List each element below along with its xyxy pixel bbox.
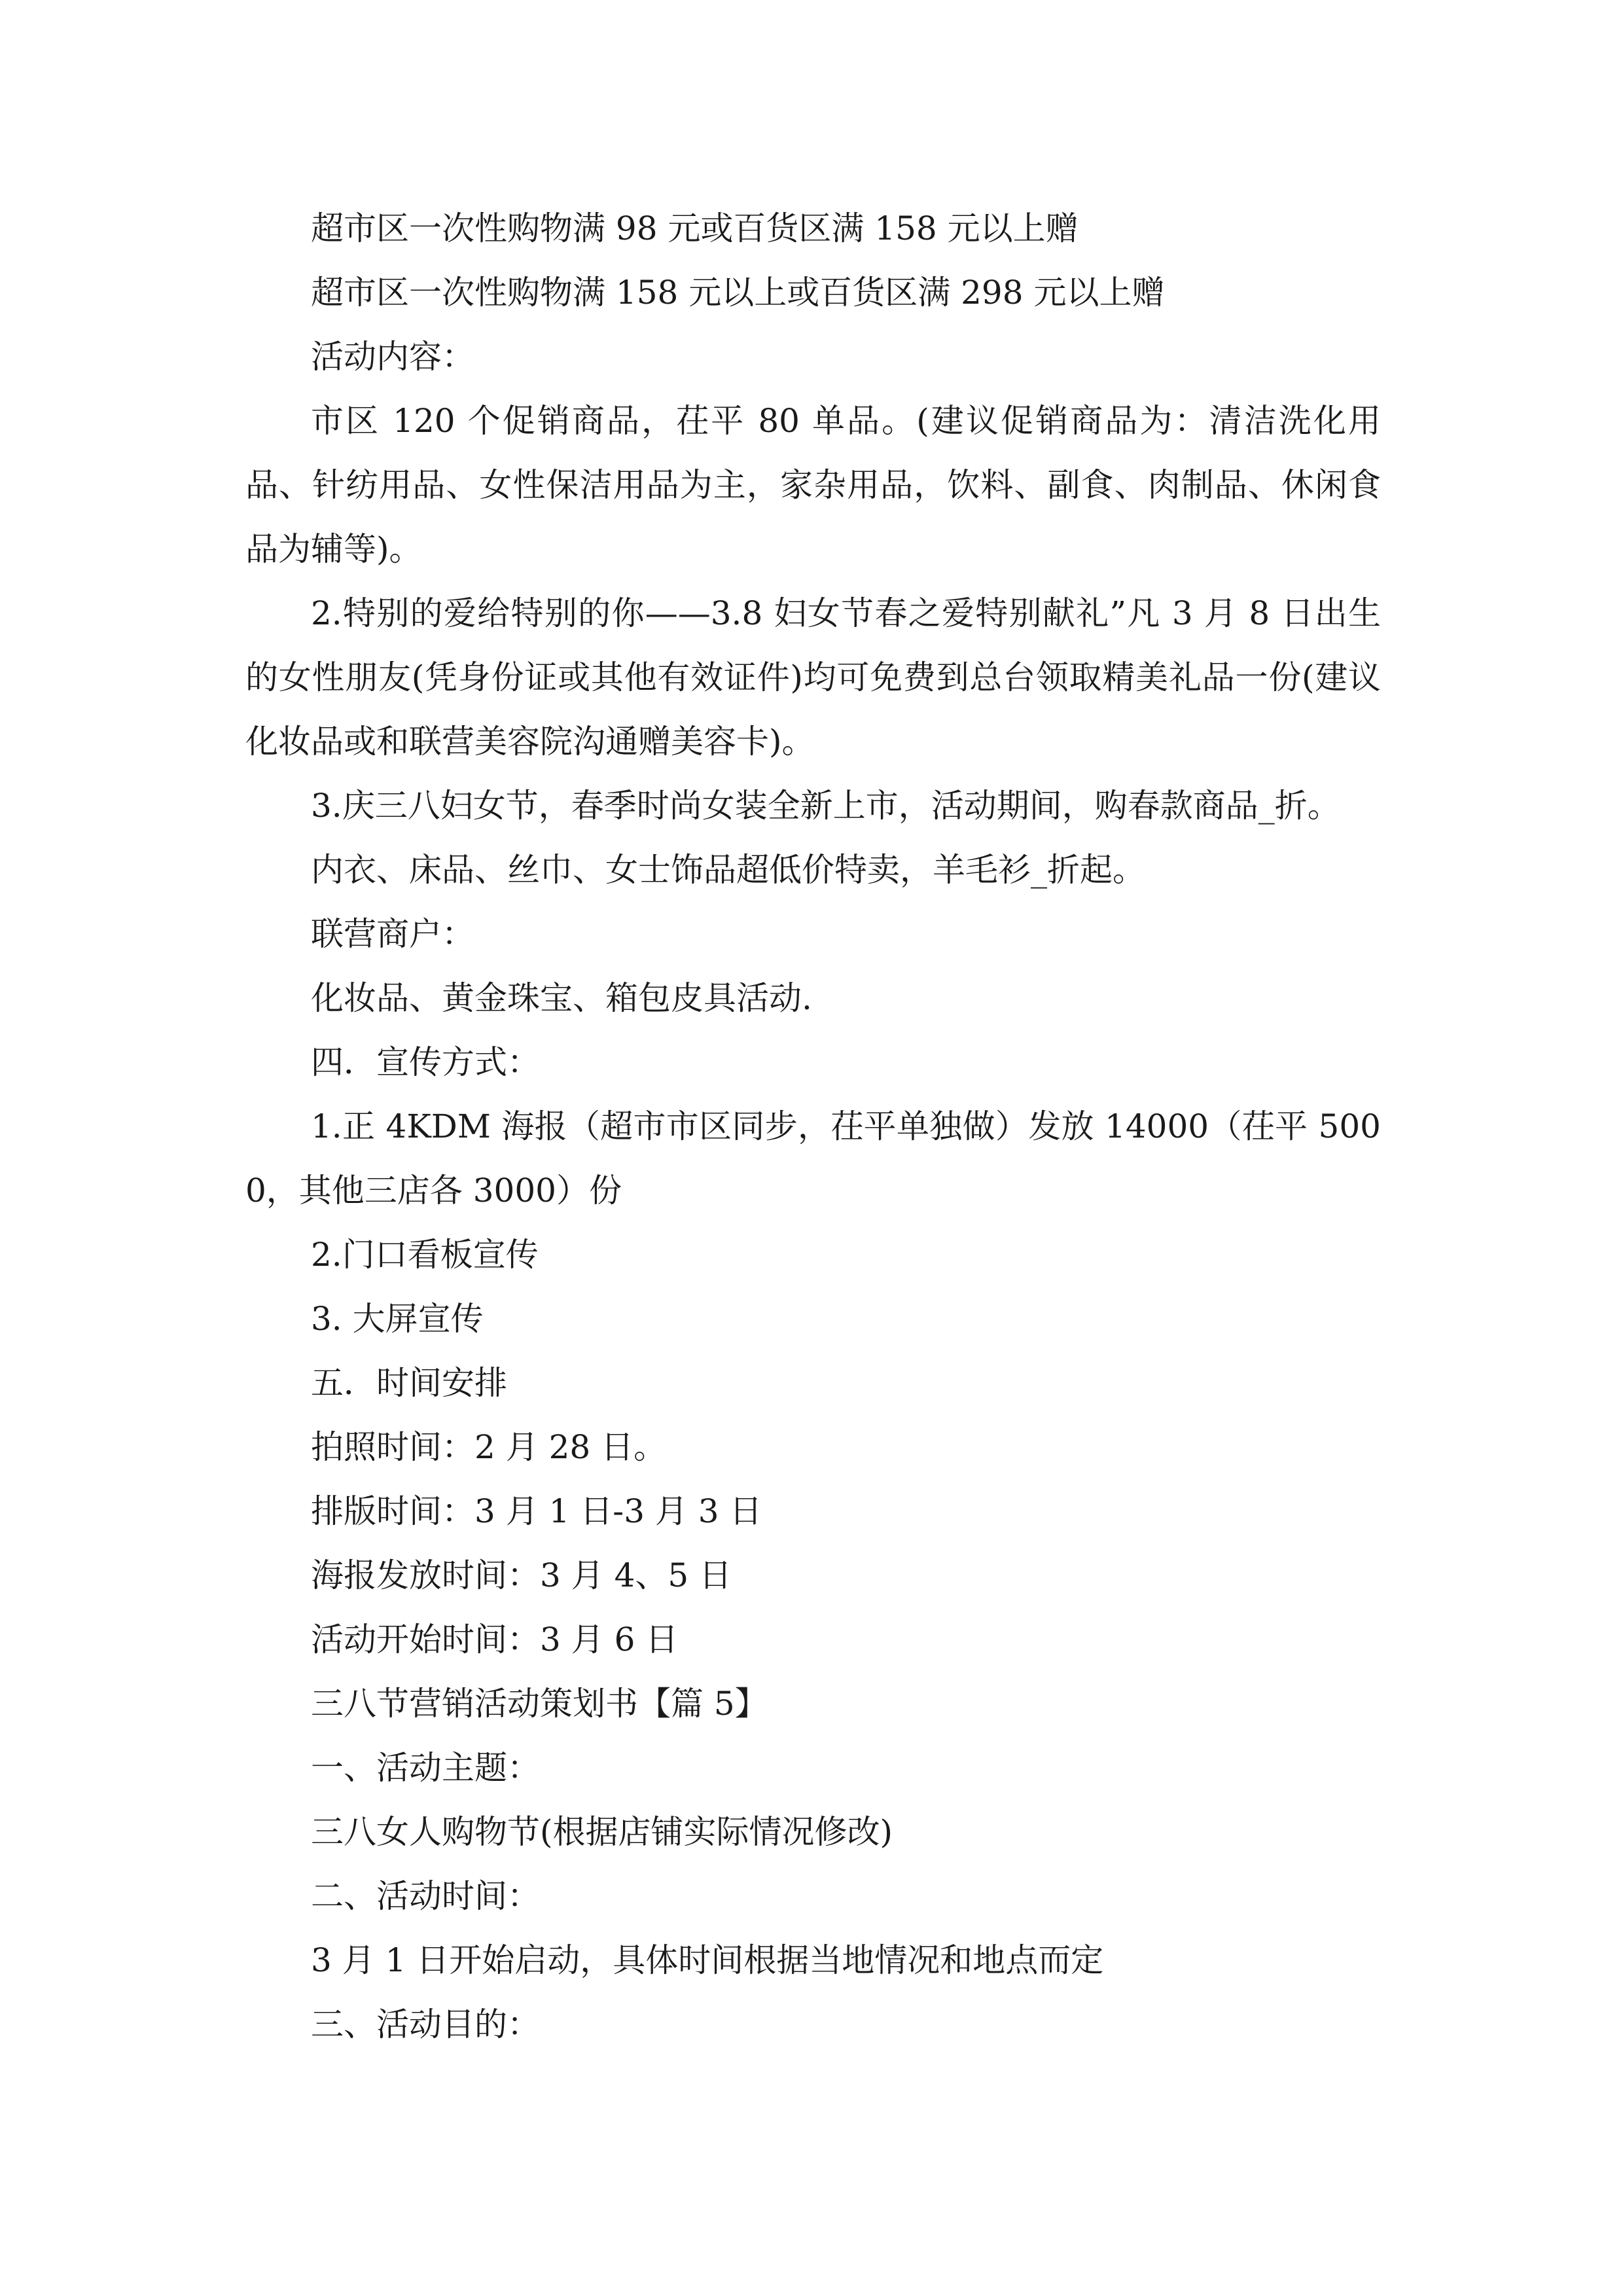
paragraph: 超市区一次性购物满 158 元以上或百货区满 298 元以上赠	[311, 274, 1165, 312]
paragraph: 活动内容：	[311, 338, 474, 376]
paragraph: 超市区一次性购物满 98 元或百货区满 158 元以上赠	[311, 209, 1079, 247]
section-heading: 三、活动目的：	[311, 2005, 540, 2043]
paragraph: 2.特别的爱给特别的你——3.8 妇女节春之爱特别献礼”凡 3 月 8 日出生的女性朋友(凭身份证或其他有效证件)均可免费到总台领取精美礼品一份(建议化妆品或和联营美容院沟通赠美容卡)。	[245, 594, 1381, 761]
section-heading: 一、活动主题：	[311, 1749, 540, 1787]
paragraph: 2.门口看板宣传	[311, 1236, 539, 1274]
paragraph: 化妆品、黄金珠宝、箱包皮具活动.	[311, 979, 812, 1017]
paragraph: 3. 大屏宣传	[311, 1300, 484, 1338]
paragraph: 3.庆三八妇女节，春季时尚女装全新上市，活动期间，购春款商品_折。	[311, 787, 1340, 825]
section-heading: 五．时间安排	[311, 1364, 507, 1402]
paragraph: 活动开始时间：3 月 6 日	[311, 1621, 679, 1659]
article-title: 三八节营销活动策划书【篇 5】	[311, 1685, 768, 1723]
paragraph: 市区 120 个促销商品，茌平 80 单品。(建议促销商品为：清洁洗化用品、针纺用品、女性保洁用品为主，家杂用品，饮料、副食、肉制品、休闲食品为辅等)。	[245, 402, 1381, 568]
section-heading: 四．宣传方式：	[311, 1043, 540, 1081]
document-body	[245, 196, 1381, 2056]
paragraph: 三八女人购物节(根据店铺实际情况修改)	[311, 1813, 893, 1851]
paragraph: 3 月 1 日开始启动，具体时间根据当地情况和地点而定	[311, 1941, 1104, 1979]
section-heading: 二、活动时间：	[311, 1877, 540, 1915]
paragraph: 排版时间：3 月 1 日-3 月 3 日	[311, 1492, 762, 1530]
paragraph: 1.正 4KDM 海报（超市市区同步，茌平单独做）发放 14000（茌平 5000，其他三店各 3000）份	[245, 1107, 1381, 1210]
paragraph: 拍照时间：2 月 28 日。	[311, 1428, 667, 1466]
paragraph: 海报发放时间：3 月 4、5 日	[311, 1556, 732, 1594]
paragraph: 内衣、床品、丝巾、女士饰品超低价特卖，羊毛衫_折起。	[311, 851, 1145, 889]
paragraph: 联营商户：	[311, 915, 474, 953]
